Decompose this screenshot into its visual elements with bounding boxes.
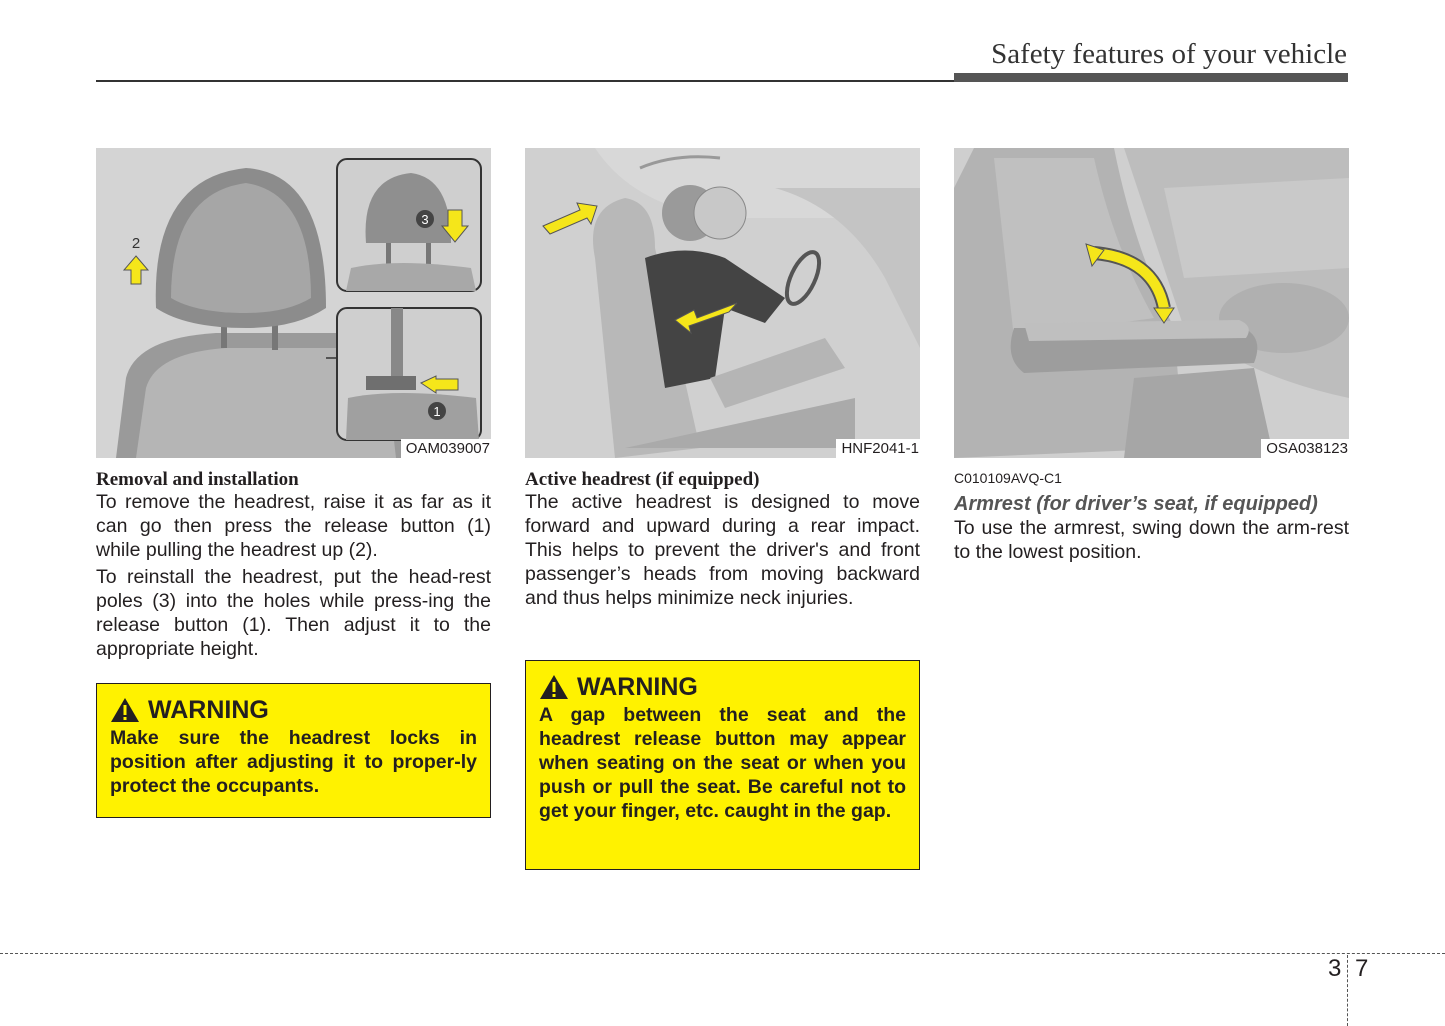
section-heading: Removal and installation [96, 469, 299, 490]
armrest-illustration [954, 148, 1349, 458]
warning-triangle-icon [539, 674, 569, 700]
section-heading: Active headrest (if equipped) [525, 469, 760, 490]
active-headrest-figure [525, 148, 920, 458]
paragraph: To remove the headrest, raise it as far as it can go then press the release button (1) while pulling the headrest up (2). [96, 491, 491, 561]
footer-divider [0, 953, 1445, 954]
figure-code: OSA038123 [1261, 439, 1349, 458]
active-headrest-illustration [525, 148, 920, 458]
figure-code: OAM039007 [401, 439, 491, 458]
warning-text: A gap between the seat and the headrest release button may appear when seating on the seat or when you push or pull the seat. Be careful not to get your finger, etc. caught in the gap. [539, 704, 906, 822]
figure-code: HNF2041-1 [836, 439, 920, 458]
headrest-removal-figure [96, 148, 491, 458]
warning-title: WARNING [148, 696, 269, 724]
section-heading: Armrest (for driver’s seat, if equipped) [954, 493, 1318, 515]
armrest-figure [954, 148, 1349, 458]
warning-box-headrest-gap [525, 660, 920, 870]
section-code: C010109AVQ-C1 [954, 470, 1062, 486]
paragraph: To use the armrest, swing down the arm-rest to the lowest position. [954, 517, 1349, 563]
figure-label-3: 3 [421, 212, 429, 227]
figure-label-1: 1 [433, 404, 441, 419]
figure-label-2: 2 [131, 235, 141, 252]
column-headrest-removal [96, 148, 491, 661]
warning-triangle-icon [110, 697, 140, 723]
warning-text: Make sure the headrest locks in position after adjusting it to proper-ly protect the occupants. [110, 727, 477, 797]
warning-header [110, 696, 477, 724]
column-armrest [954, 148, 1349, 564]
warning-header [539, 673, 906, 701]
page-header-title: Safety features of your vehicle [991, 38, 1347, 70]
chapter-number: 3 [1328, 955, 1342, 982]
header-rule [96, 80, 954, 82]
paragraph: The active headrest is designed to move forward and upward during a rear impact. This helps to prevent the driver's and front passenger’s heads from moving backward and thus helps minimize neck injuries. [525, 491, 920, 609]
footer-page-divider [1347, 955, 1348, 1026]
warning-box-headrest-lock [96, 683, 491, 818]
headrest-illustration [96, 148, 491, 458]
page-number: 7 [1355, 955, 1369, 982]
paragraph: To reinstall the headrest, put the head-rest poles (3) into the holes while press-ing the release button (1). Then adjust it to the appropriate height. [96, 566, 491, 660]
column-active-headrest [525, 148, 920, 610]
warning-title: WARNING [577, 673, 698, 701]
header-bar [954, 73, 1348, 82]
